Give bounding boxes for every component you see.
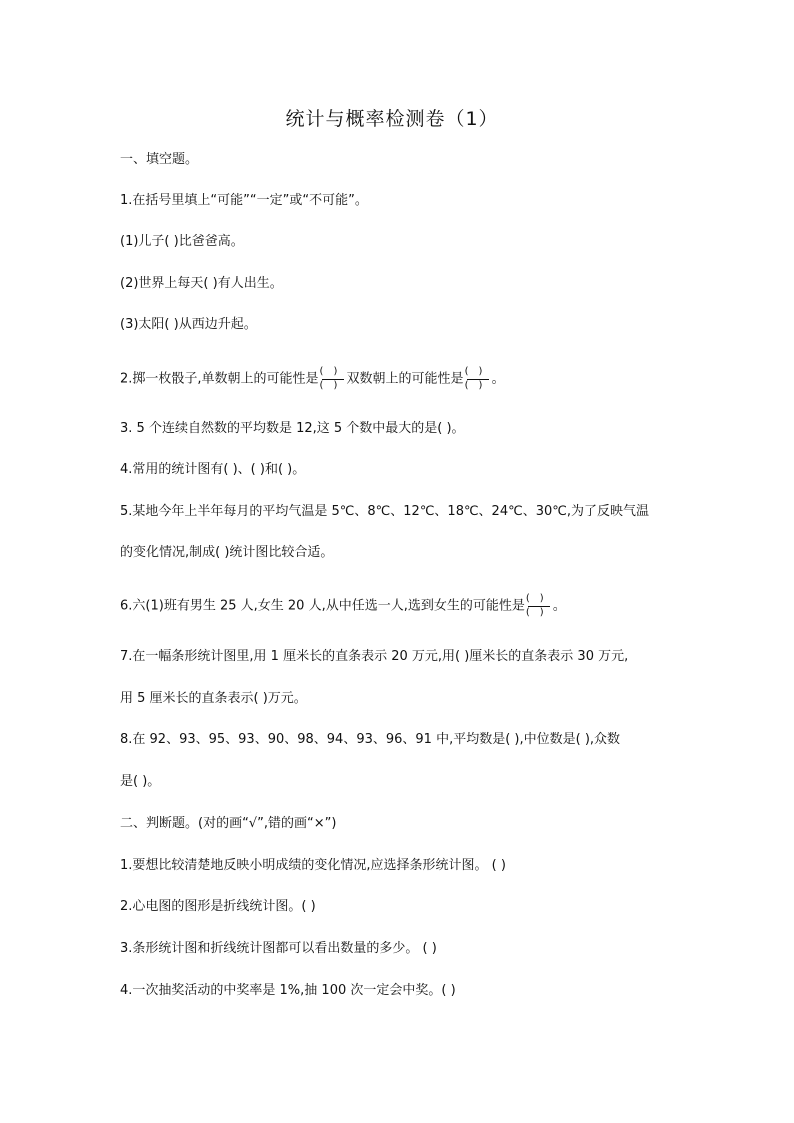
question-8-line-1: 8.在 92、93、95、93、90、98、94、93、96、91 中,平均数是( ),中位数是( ),众数: [120, 732, 621, 747]
question-2-text-a: 2.掷一枚骰子,单数朝上的可能性是: [120, 371, 319, 387]
question-6: [120, 593, 566, 619]
judge-question-4: 4.一次抽奖活动的中奖率是 1%,抽 100 次一定会中奖。( ): [120, 983, 456, 998]
judge-question-2: 2.心电图的图形是折线统计图。( ): [120, 899, 316, 914]
judge-question-3: 3.条形统计图和折线统计图都可以看出数量的多少。 ( ): [120, 941, 437, 956]
question-7-line-1: 7.在一幅条形统计图里,用 1 厘米长的直条表示 20 万元,用( )厘米长的直条表示 30 万元,: [120, 649, 629, 664]
fraction-blank: [320, 366, 346, 392]
question-5-line-2: 的变化情况,制成( )统计图比较合适。: [120, 545, 334, 560]
question-3: 3. 5 个连续自然数的平均数是 12,这 5 个数中最大的是( )。: [120, 421, 465, 436]
question-2-text-c: 。: [491, 371, 505, 387]
fraction-denominator: (): [464, 380, 493, 391]
fraction-numerator: (): [464, 366, 493, 377]
question-4: 4.常用的统计图有( )、( )和( )。: [120, 462, 306, 477]
question-8-line-2: 是( )。: [120, 774, 161, 789]
fraction-denominator: (): [319, 380, 348, 391]
section-heading-true-false: 二、判断题。(对的画“√”,错的画“×”): [120, 816, 337, 831]
question-2: [120, 366, 505, 392]
fraction-blank: [526, 593, 552, 619]
question-1: 1.在括号里填上“可能”“一定”或“不可能”。: [120, 193, 368, 208]
question-7-line-2: 用 5 厘米长的直条表示( )万元。: [120, 691, 307, 706]
section-heading-fill-blank: 一、填空题。: [120, 152, 199, 167]
fraction-numerator: (): [525, 593, 554, 604]
fraction-blank: [465, 366, 491, 392]
fraction-numerator: (): [319, 366, 348, 377]
question-1-part-2: (2)世界上每天( )有人出生。: [120, 276, 283, 291]
page-title: 统计与概率检测卷（1）: [285, 108, 499, 130]
fraction-denominator: (): [525, 607, 554, 618]
question-5-line-1: 5.某地今年上半年每月的平均气温是 5℃、8℃、12℃、18℃、24℃、30℃,为了反映气温: [120, 504, 649, 519]
question-1-part-3: (3)太阳( )从西边升起。: [120, 317, 257, 332]
question-2-text-b: 双数朝上的可能性是: [346, 371, 464, 387]
question-1-part-1: (1)儿子( )比爸爸高。: [120, 234, 244, 249]
question-6-text-c: 。: [552, 598, 566, 614]
judge-question-1: 1.要想比较清楚地反映小明成绩的变化情况,应选择条形统计图。 ( ): [120, 858, 506, 873]
question-6-text-a: 6.六(1)班有男生 25 人,女生 20 人,从中任选一人,选到女生的可能性是: [120, 598, 525, 614]
